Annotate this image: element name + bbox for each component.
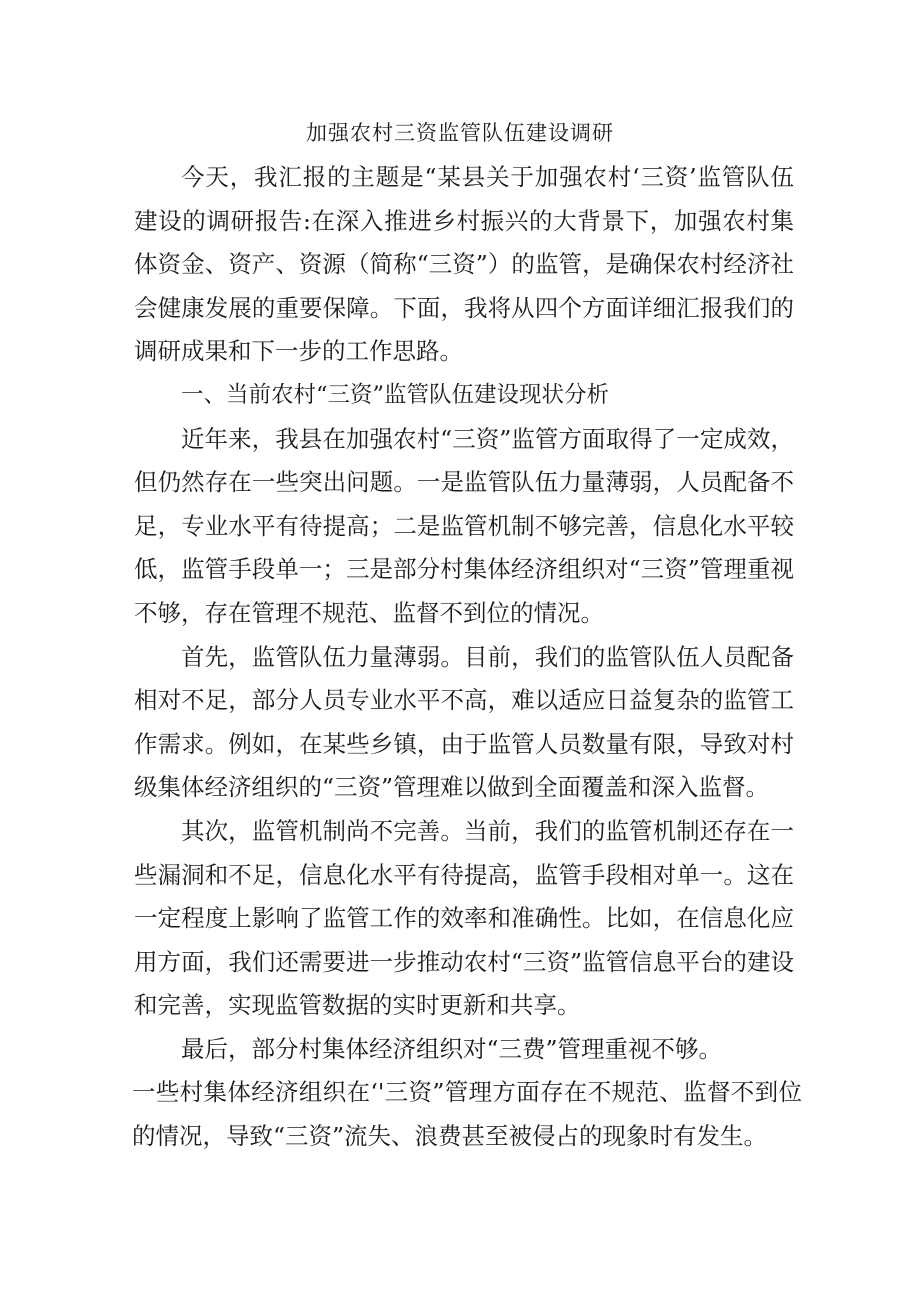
paragraph-second: 其次，监管机制尚不完善。当前，我们的监管机制还存在一些漏洞和不足，信息化水平有待提高，监管手段相对单一。这在一定程度上影响了监管工作的效率和准确性。比如，在信息化应用方面，我们还需要进一步推动农村“三资”监管信息平台的建设和完善，实现监管数据的实时更新和共享。 bbox=[134, 816, 794, 1020]
paragraph-first: 首先，监管队伍力量薄弱。目前，我们的监管队伍人员配备相对不足，部分人员专业水平不高，难以适应日益复杂的监管工作需求。例如，在某些乡镇，由于监管人员数量有限，导致对村级集体经济组织的“三资”管理难以做到全面覆盖和深入监督。 bbox=[134, 642, 794, 802]
paragraph-intro: 今天，我汇报的主题是“某县关于加强农村‘三资’监管队伍建设的调研报告:在深入推进乡村振兴的大背景下，加强农村集体资金、资产、资源（简称“三资”）的监管，是确保农村经济社会健康发展的重要保障。下面，我将从四个方面详细汇报我们的调研成果和下一步的工作思路。 bbox=[134, 163, 794, 366]
paragraph-overview: 近年来，我县在加强农村“三资”监管方面取得了一定成效，但仍然存在一些突出问题。一是监管队伍力量薄弱，人员配备不足，专业水平有待提高；二是监管机制不够完善，信息化水平较低，监管手段单一；三是部分村集体经济组织对“三资”管理重视不够，存在管理不规范、监督不到位的情况。 bbox=[134, 424, 794, 627]
document-body bbox=[132, 156, 802, 1159]
section-heading: 一、当前农村“三资”监管队伍建设现状分析 bbox=[181, 381, 610, 408]
paragraph-last-first-line: 最后，部分村集体经济组织对“三费”管理重视不够。 bbox=[181, 1034, 723, 1063]
paragraph-last bbox=[132, 1028, 802, 1159]
document-title: 加强农村三资监管队伍建设调研 bbox=[306, 121, 614, 145]
paragraph-last-rest: 一些村集体经济组织在‘'三资”管理方面存在不规范、监督不到位的情况，导致“三资”流失、浪费甚至被侵占的现象时有发生。 bbox=[132, 1078, 802, 1151]
